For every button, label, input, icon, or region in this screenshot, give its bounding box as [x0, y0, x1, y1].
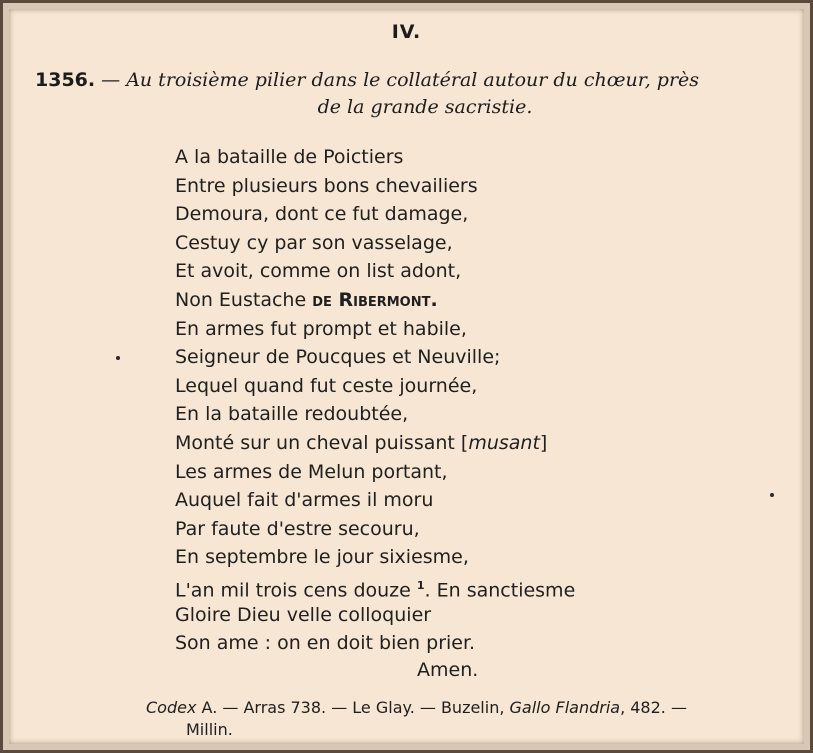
source-line-2: Millin.	[186, 720, 233, 739]
document-page	[9, 9, 804, 744]
verse-line-text: Non Eustache	[175, 288, 307, 311]
verse-line	[175, 572, 735, 601]
verse-line	[175, 429, 735, 458]
heading-line-2: de la grande sacristie.	[317, 96, 533, 118]
ink-speck	[770, 493, 774, 497]
source-part-2: , 482. —	[620, 698, 687, 717]
inscription-heading	[35, 67, 795, 121]
source-codex: Codex	[146, 698, 197, 717]
verse-line: Auquel fait d'armes il moru	[175, 489, 434, 512]
footnote-marker: 1	[416, 578, 425, 592]
verse-line: Par faute d'estre secouru,	[175, 517, 420, 540]
verse-line: Seigneur de Poucques et Neuville;	[175, 346, 501, 369]
epitaph-verse	[175, 143, 735, 658]
heading-line-1: — Au troisième pilier dans le collatéral autour du chœur, près	[95, 69, 700, 91]
verse-line: A la bataille de Poictiers	[175, 146, 404, 168]
heading-year: 1356.	[35, 69, 96, 91]
section-number: IV.	[391, 21, 422, 43]
verse-line	[175, 286, 735, 315]
source-gallo-flandria: Gallo Flandria	[509, 698, 621, 717]
variant-musant: musant	[468, 431, 540, 454]
verse-line: Son ame : on en doit bien prier.	[175, 632, 476, 655]
source-citation	[146, 697, 796, 741]
bracket-close: ]	[539, 431, 548, 454]
verse-line: Cestuy cy par son vasselage,	[175, 231, 453, 254]
verse-line: Demoura, dont ce fut damage,	[175, 203, 469, 226]
verse-line-text: Monté sur un cheval puissant [	[175, 431, 469, 454]
verse-line: Les armes de Melun portant,	[175, 460, 448, 483]
ink-speck	[116, 356, 120, 360]
verse-line-text: L'an mil trois cens douze	[175, 579, 411, 602]
name-ribermont: de Ribermont.	[312, 288, 438, 311]
verse-line: En septembre le jour sixiesme,	[175, 546, 469, 569]
source-part-1: A. — Arras 738. — Le Glay. — Buzelin,	[196, 698, 510, 717]
verse-line: En la bataille redoubtée,	[175, 403, 409, 426]
amen: Amen.	[417, 659, 479, 681]
verse-line-tail: . En sanctiesme	[424, 579, 576, 602]
verse-line: Gloire Dieu velle colloquier	[175, 603, 432, 626]
verse-line: Et avoit, comme on list adont,	[175, 260, 462, 283]
verse-line: Entre plusieurs bons chevailiers	[175, 174, 478, 197]
verse-line: Lequel quand fut ceste journée,	[175, 374, 478, 397]
verse-line: En armes fut prompt et habile,	[175, 317, 467, 340]
